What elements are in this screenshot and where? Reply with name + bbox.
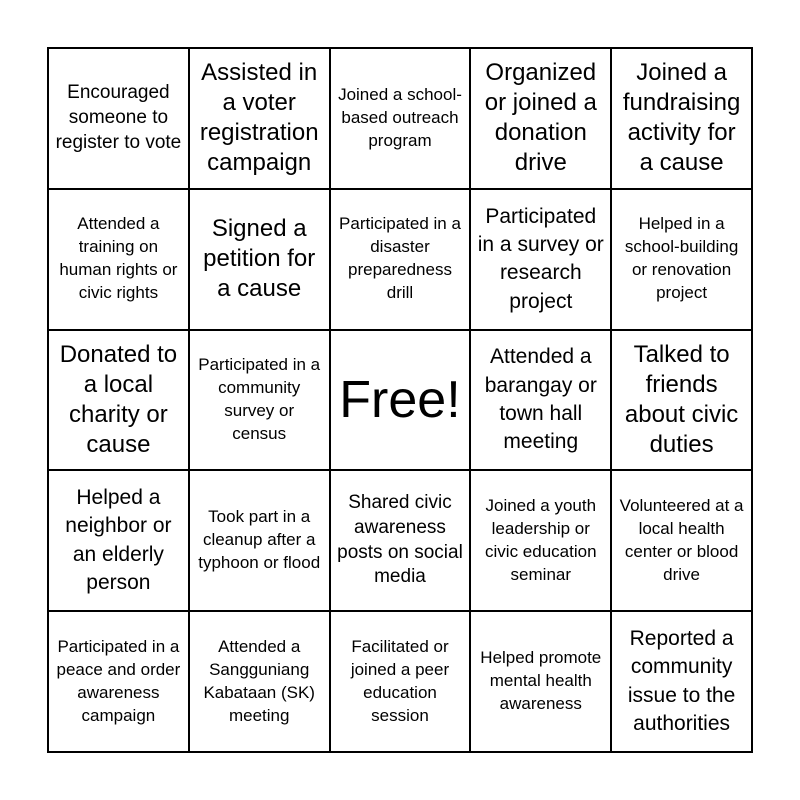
cell-text: Joined a youth leadership or civic education seminar [485, 495, 597, 584]
bingo-cell[interactable] [612, 49, 753, 190]
bingo-cell[interactable] [190, 471, 331, 612]
bingo-cell[interactable] [471, 190, 612, 331]
bingo-cell[interactable] [612, 612, 753, 753]
cell-text: Joined a school-based outreach program [338, 84, 462, 150]
cell-text: Talked to friends about civic duties [624, 340, 739, 458]
bingo-cell[interactable] [331, 471, 472, 612]
bingo-cell[interactable] [612, 471, 753, 612]
bingo-cell[interactable] [471, 612, 612, 753]
cell-text: Donated to a local charity or cause [59, 340, 178, 458]
bingo-cell[interactable] [471, 471, 612, 612]
bingo-cell[interactable] [471, 331, 612, 472]
bingo-cell[interactable] [612, 331, 753, 472]
bingo-cell[interactable] [190, 190, 331, 331]
free-space-text: Free! [339, 370, 461, 429]
cell-text: Attended a Sangguniang Kabataan (SK) meeting [203, 636, 315, 725]
bingo-cell[interactable] [49, 612, 190, 753]
cell-text: Encouraged someone to register to vote [55, 82, 182, 153]
bingo-cell[interactable] [49, 49, 190, 190]
bingo-cell[interactable] [190, 49, 331, 190]
cell-text: Signed a petition for a cause [203, 215, 316, 303]
bingo-cell[interactable] [331, 49, 472, 190]
cell-text: Assisted in a voter registration campaign [199, 59, 319, 177]
bingo-cell[interactable] [190, 331, 331, 472]
cell-text: Organized or joined a donation drive [484, 59, 597, 177]
bingo-cell[interactable] [331, 612, 472, 753]
cell-text: Shared civic awareness posts on social media [337, 492, 463, 588]
bingo-cell[interactable] [190, 612, 331, 753]
cell-text: Attended a training on human rights or civic rights [59, 214, 178, 303]
bingo-cell[interactable] [49, 190, 190, 331]
free-space-cell[interactable] [331, 331, 472, 472]
cell-text: Volunteered at a local health center or blood drive [619, 495, 744, 584]
cell-text: Participated in a community survey or census [198, 355, 321, 443]
cell-text: Joined a fundraising activity for a cause [622, 59, 741, 177]
cell-text: Facilitated or joined a peer education session [350, 636, 450, 725]
cell-text: Helped in a school-building or renovation project [624, 214, 739, 303]
bingo-cell[interactable] [49, 331, 190, 472]
cell-text: Helped promote mental health awareness [480, 648, 602, 714]
cell-text: Reported a community issue to the authorities [627, 626, 736, 735]
bingo-cell[interactable] [49, 471, 190, 612]
cell-text: Took part in a cleanup after a typhoon or flood [198, 507, 321, 573]
bingo-cell[interactable] [471, 49, 612, 190]
cell-text: Participated in a peace and order awareness campaign [56, 636, 181, 725]
cell-text: Participated in a survey or research project [477, 204, 604, 313]
bingo-cell[interactable] [331, 190, 472, 331]
bingo-cell[interactable] [612, 190, 753, 331]
cell-text: Attended a barangay or town hall meeting [484, 345, 597, 454]
cell-text: Participated in a disaster preparedness drill [339, 214, 461, 303]
bingo-board [47, 47, 753, 753]
cell-text: Helped a neighbor or an elderly person [65, 486, 172, 595]
